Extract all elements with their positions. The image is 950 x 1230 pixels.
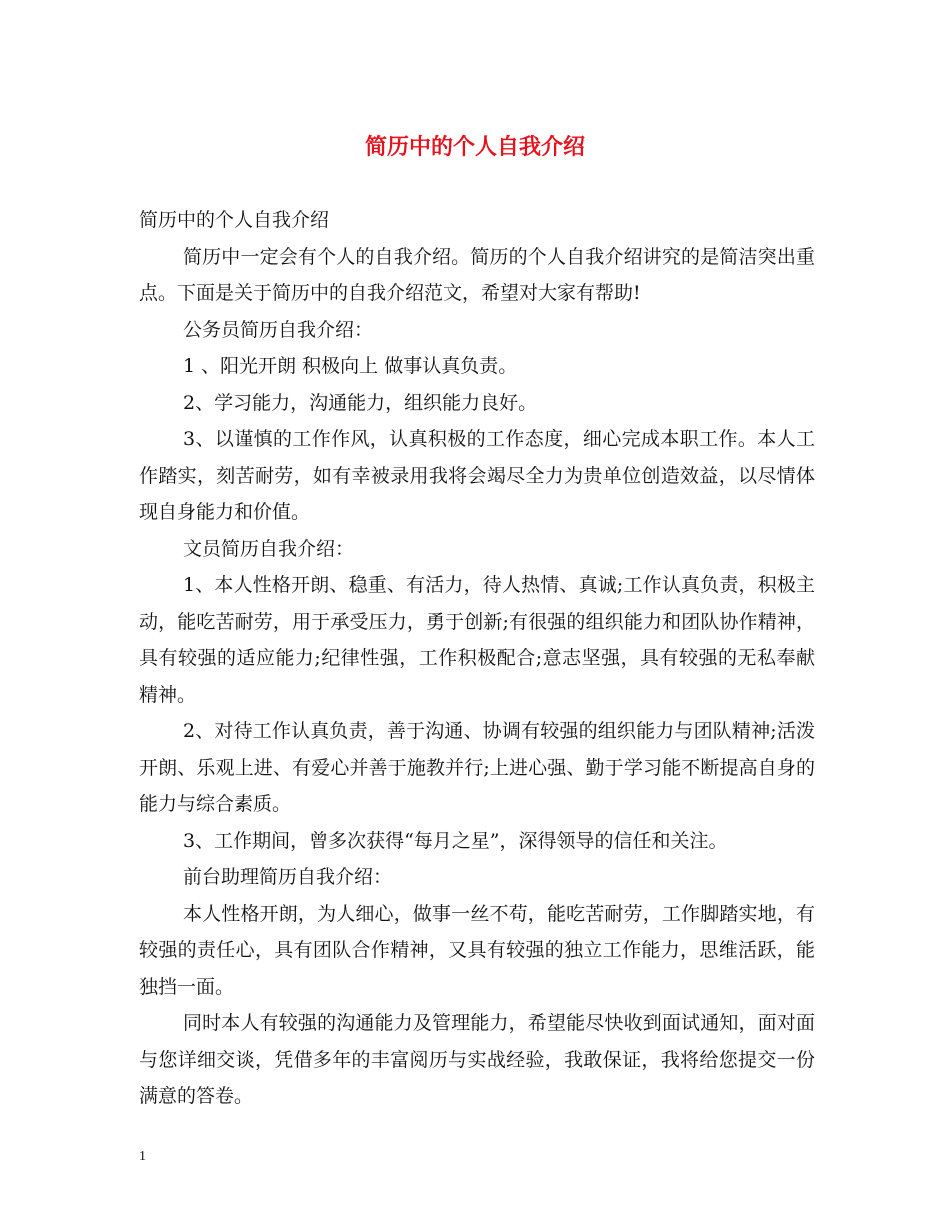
paragraph-item: 3、以谨慎的工作作风，认真积极的工作态度，细心完成本职工作。本人工作踏实，刻苦耐劳，如有幸被录用我将会竭尽全力为贵单位创造效益，以尽情体现自身能力和价值。 (139, 428, 815, 523)
paragraph-item: 2、对待工作认真负责，善于沟通、协调有较强的组织能力与团队精神;活泼开朗、乐观上进、有爱心并善于施教并行;上进心强、勤于学习能不断提高自身的能力与综合素质。 (139, 720, 815, 815)
paragraph-item: 同时本人有较强的沟通能力及管理能力，希望能尽快收到面试通知，面对面与您详细交谈，凭借多年的丰富阅历与实战经验，我敢保证，我将给您提交一份满意的答卷。 (139, 1012, 815, 1107)
document-title: 简历中的个人自我介绍 (364, 134, 585, 160)
paragraph-intro: 简历中一定会有个人的自我介绍。简历的个人自我介绍讲究的是简洁突出重点。下面是关于简历中的自我介绍范文，希望对大家有帮助! (139, 245, 815, 304)
page-number: 1 (139, 1149, 146, 1164)
paragraph-item: 2、学习能力，沟通能力，组织能力良好。 (183, 391, 538, 414)
paragraph-heading: 简历中的个人自我介绍 (139, 209, 330, 231)
section-heading-civil-servant: 公务员简历自我介绍： (183, 318, 374, 341)
section-heading-receptionist: 前台助理简历自我介绍： (183, 866, 393, 888)
paragraph-item: 3、工作期间，曾多次获得“每月之星”，深得领导的信任和关注。 (183, 829, 728, 852)
document-body (139, 202, 815, 1115)
paragraph-item: 1、本人性格开朗、稳重、有活力，待人热情、真诚;工作认真负责，积极主动，能吃苦耐劳，用于承受压力，勇于创新;有很强的组织能力和团队协作精神，具有较强的适应能力;纪律性强，工作积极配合;意志坚强，具有较强的无私奉献精神。 (139, 574, 815, 706)
paragraph-item: 本人性格开朗，为人细心，做事一丝不苟，能吃苦耐劳，工作脚踏实地，有较强的责任心，具有团队合作精神，又具有较强的独立工作能力，思维活跃，能独挡一面。 (139, 902, 815, 998)
section-heading-clerk: 文员简历自我介绍： (183, 537, 355, 560)
paragraph-item: 1 、阳光开朗 积极向上 做事认真负责。 (183, 355, 518, 377)
